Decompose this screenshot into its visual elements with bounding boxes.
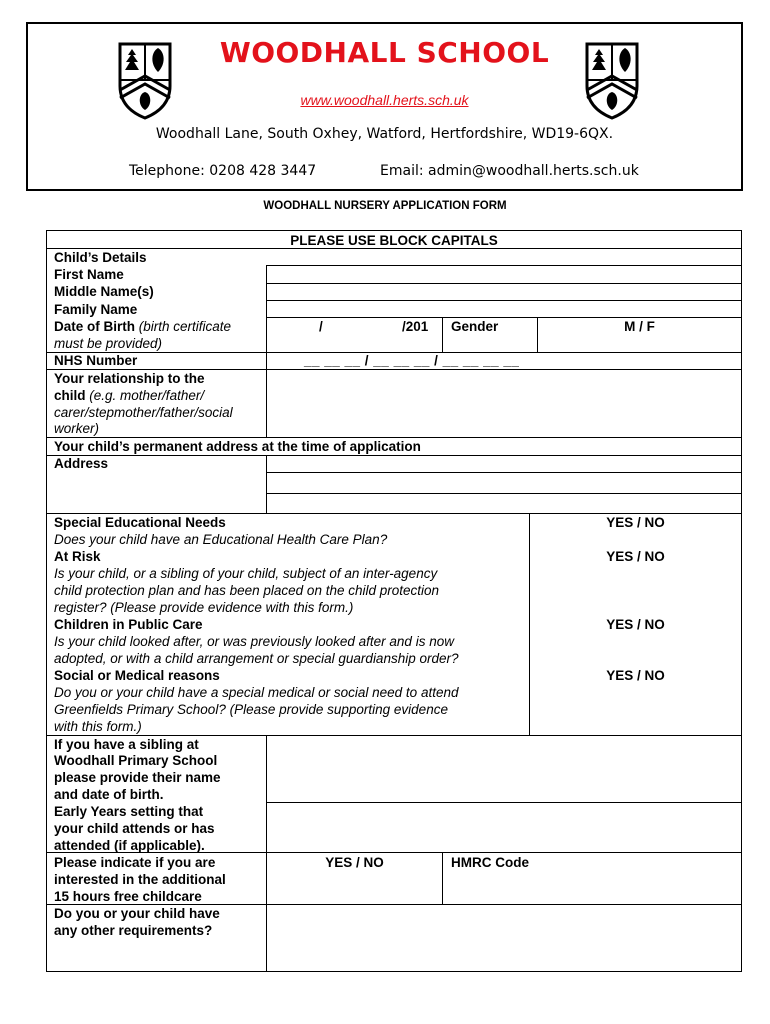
hmrc-code-label: HMRC Code [451, 855, 529, 870]
address-field-line1[interactable] [267, 456, 741, 472]
dob-note: (birth certificate [138, 319, 232, 334]
sibling-label: please provide their name [54, 770, 221, 785]
early-years-label: Early Years setting that [54, 804, 204, 819]
relationship-note-line3: worker) [54, 421, 100, 436]
relationship-label: Your relationship to the [54, 371, 205, 386]
sibling-label: Woodhall Primary School [54, 753, 218, 768]
sibling-field[interactable] [267, 736, 741, 802]
at-risk-question: child protection plan and has been placed on the child protection [54, 583, 440, 598]
family-name-field[interactable] [267, 301, 741, 317]
letterhead [26, 22, 743, 191]
public-care-answer[interactable]: YES / NO [606, 617, 665, 632]
at-risk-answer[interactable]: YES / NO [606, 549, 665, 564]
free-childcare-label: interested in the additional [54, 872, 226, 887]
sen-title: Special Educational Needs [54, 515, 226, 530]
early-years-label: your child attends or has [54, 821, 215, 836]
childs-details-heading: Child’s Details [54, 250, 147, 265]
sibling-label: If you have a sibling at [54, 737, 199, 752]
school-crest-icon [583, 40, 641, 120]
dob-label-text: Date of Birth [54, 319, 135, 334]
free-childcare-label: Please indicate if you are [54, 855, 216, 870]
school-email: Email: admin@woodhall.herts.sch.uk [380, 163, 639, 179]
school-website-link[interactable]: www.woodhall.herts.sch.uk [300, 92, 469, 108]
social-medical-question: with this form.) [54, 719, 142, 734]
dob-label [54, 318, 231, 335]
relationship-label-line2 [54, 387, 204, 404]
social-medical-title: Social or Medical reasons [54, 668, 220, 683]
dob-year-prefix: /201 [402, 319, 429, 334]
relationship-note: (e.g. mother/father/ [89, 388, 205, 403]
early-years-label: attended (if applicable). [54, 838, 205, 853]
dob-separator: / [319, 319, 323, 334]
at-risk-question: register? (Please provide evidence with this form.) [54, 600, 354, 615]
middle-names-label: Middle Name(s) [54, 284, 154, 299]
gender-label: Gender [451, 319, 499, 334]
relationship-note-line2: carer/stepmother/father/social [54, 405, 233, 420]
first-name-field[interactable] [267, 266, 741, 283]
sen-answer[interactable]: YES / NO [606, 515, 665, 530]
at-risk-question: Is your child, or a sibling of your child, subject of an inter-agency [54, 566, 438, 581]
nhs-number-label: NHS Number [54, 353, 138, 368]
relationship-child-word: child [54, 388, 86, 403]
address-field-line3[interactable] [267, 494, 741, 513]
sen-question: Does your child have an Educational Health Care Plan? [54, 532, 388, 547]
first-name-label: First Name [54, 267, 124, 282]
address-label: Address [54, 456, 109, 471]
public-care-question: adopted, or with a child arrangement or special guardianship order? [54, 651, 459, 666]
middle-names-field[interactable] [267, 284, 741, 300]
other-requirements-label: Do you or your child have [54, 906, 220, 921]
block-capitals-instruction: PLEASE USE BLOCK CAPITALS [290, 233, 498, 248]
social-medical-question: Greenfields Primary School? (Please provide supporting evidence [54, 702, 448, 717]
family-name-label: Family Name [54, 302, 138, 317]
hmrc-code-field[interactable] [443, 872, 741, 904]
dob-note-continued: must be provided) [54, 336, 163, 351]
social-medical-question: Do you or your child have a special medical or social need to attend [54, 685, 459, 700]
free-childcare-answer[interactable]: YES / NO [325, 855, 384, 870]
other-requirements-field[interactable] [267, 905, 741, 971]
form-title: WOODHALL NURSERY APPLICATION FORM [263, 200, 507, 212]
at-risk-title: At Risk [54, 549, 101, 564]
social-medical-answer[interactable]: YES / NO [606, 668, 665, 683]
free-childcare-label: 15 hours free childcare [54, 889, 202, 904]
sibling-label: and date of birth. [54, 787, 164, 802]
dob-field[interactable] [267, 318, 442, 352]
address-field-line2[interactable] [267, 473, 741, 493]
other-requirements-label: any other requirements? [54, 923, 213, 938]
nhs-number-field[interactable]: __ __ __ / __ __ __ / __ __ __ __ [304, 353, 520, 368]
relationship-field[interactable] [267, 370, 741, 437]
public-care-title: Children in Public Care [54, 617, 203, 632]
gender-options[interactable]: M / F [624, 319, 655, 334]
school-name: WOODHALL SCHOOL [219, 36, 550, 69]
public-care-question: Is your child looked after, or was previously looked after and is now [54, 634, 454, 649]
school-address: Woodhall Lane, South Oxhey, Watford, Hertfordshire, WD19-6QX. [155, 126, 614, 142]
school-telephone: Telephone: 0208 428 3447 [129, 163, 317, 179]
address-section-heading: Your child’s permanent address at the time of application [54, 439, 421, 454]
early-years-field[interactable] [267, 803, 741, 852]
